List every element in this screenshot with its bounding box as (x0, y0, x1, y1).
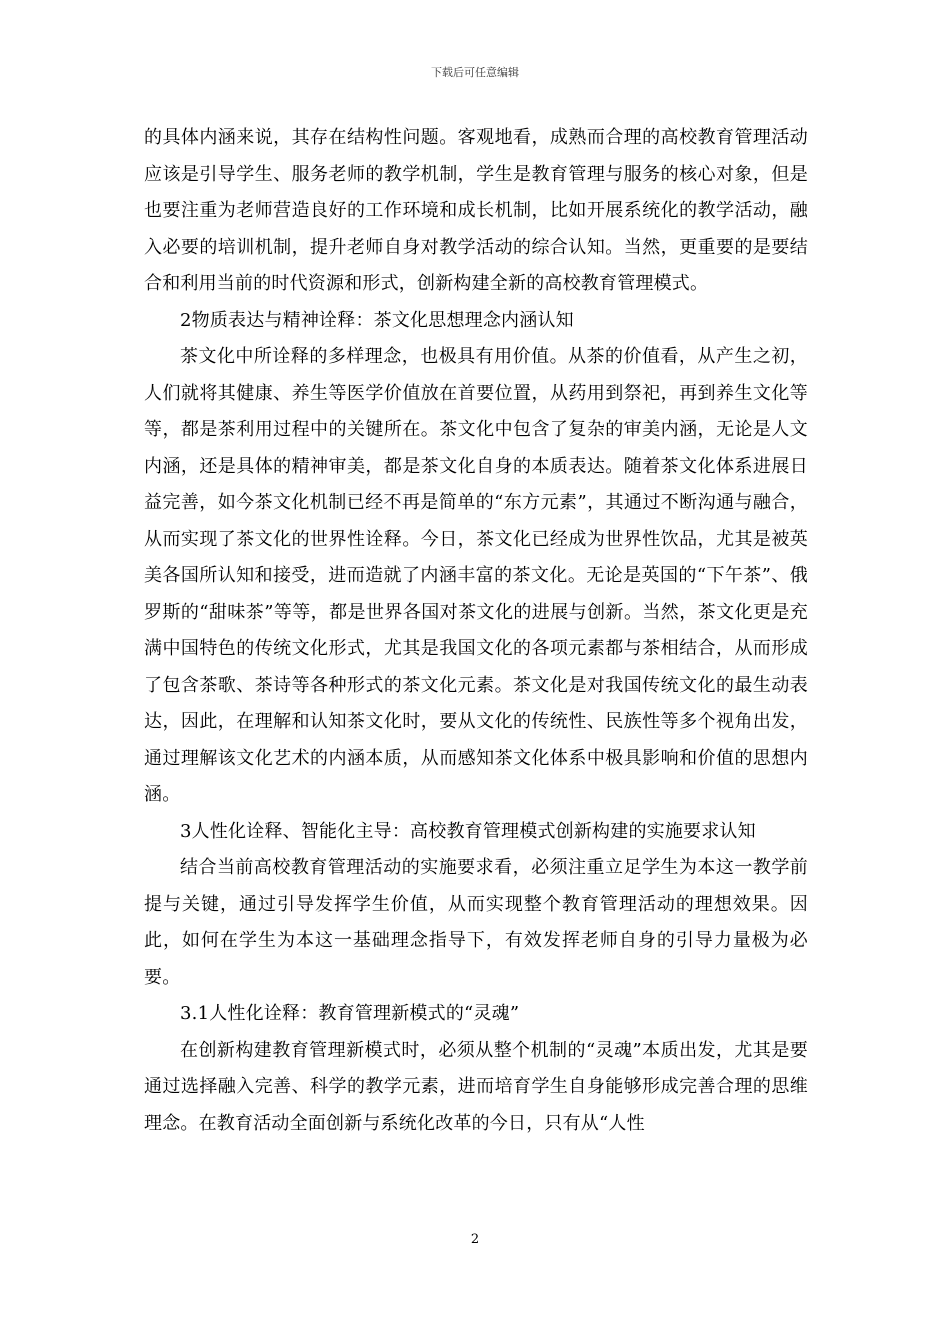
paragraph-soul: 在创新构建教育管理新模式时，必须从整个机制的“灵魂”本质出发，尤其是要通过选择融入完善、科学的教学元素，进而培育学生自身能够形成完善合理的思维理念。在教育活动全面创新与系统化改革的今日，只有从“人性 (144, 1039, 808, 1134)
paragraph-continuation: 的具体内涵来说，其存在结构性问题。客观地看，成熟而合理的高校教育管理活动应该是引导学生、服务老师的教学机制，学生是教育管理与服务的核心对象，但是也要注重为老师营造良好的工作环境和成长机制，比如开展系统化的教学活动，融入必要的培训机制，提升老师自身对教学活动的综合认知。当然，更重要的是要结合和利用当前的时代资源和形式，创新构建全新的高校教育管理模式。 (144, 127, 808, 294)
paragraph-tea-culture: 茶文化中所诠释的多样理念，也极具有用价值。从茶的价值看，从产生之初，人们就将其健康、养生等医学价值放在首要位置，从药用到祭祀，再到养生文化等等，都是茶利用过程中的关键所在。茶文化中包含了复杂的审美内涵，无论是人文内涵，还是具体的精神审美，都是茶文化自身的本质表达。随着茶文化体系进展日益完善，如今茶文化机制已经不再是简单的“东方元素”，其通过不断沟通与融合，从而实现了茶文化的世界性诠释。今日，茶文化已经成为世界性饮品，尤其是被英美各国所认知和接受，进而造就了内涵丰富的茶文化。无论是英国的“下午茶”、俄罗斯的“甜味茶”等等，都是世界各国对茶文化的进展与创新。当然，茶文化更是充满中国特色的传统文化形式，尤其是我国文化的各项元素都与茶相结合，从而形成了包含茶歌、茶诗等各种形式的茶文化元素。茶文化是对我国传统文化的最生动表达，因此，在理解和认知茶文化时，要从文化的传统性、民族性等多个视角出发，通过理解该文化艺术的内涵本质，从而感知茶文化体系中极具影响和价值的思想内涵。 (144, 346, 808, 805)
page-header: 下载后可任意编辑 (431, 66, 519, 79)
document-body (144, 120, 808, 1142)
section-heading-2: 2物质表达与精神诠释：茶文化思想理念内涵认知 (180, 309, 574, 331)
paragraph-requirements: 结合当前高校教育管理活动的实施要求看，必须注重立足学生为本这一教学前提与关键，通过引导发挥学生价值，从而实现整个教育管理活动的理想效果。因此，如何在学生为本这一基础理念指导下，有效发挥老师自身的引导力量极为必要。 (144, 857, 808, 988)
page-number: 2 (470, 1232, 480, 1247)
section-heading-3: 3人性化诠释、智能化主导：高校教育管理模式创新构建的实施要求认知 (180, 820, 756, 842)
section-heading-3-1: 3.1人性化诠释：教育管理新模式的“灵魂” (180, 1003, 520, 1024)
